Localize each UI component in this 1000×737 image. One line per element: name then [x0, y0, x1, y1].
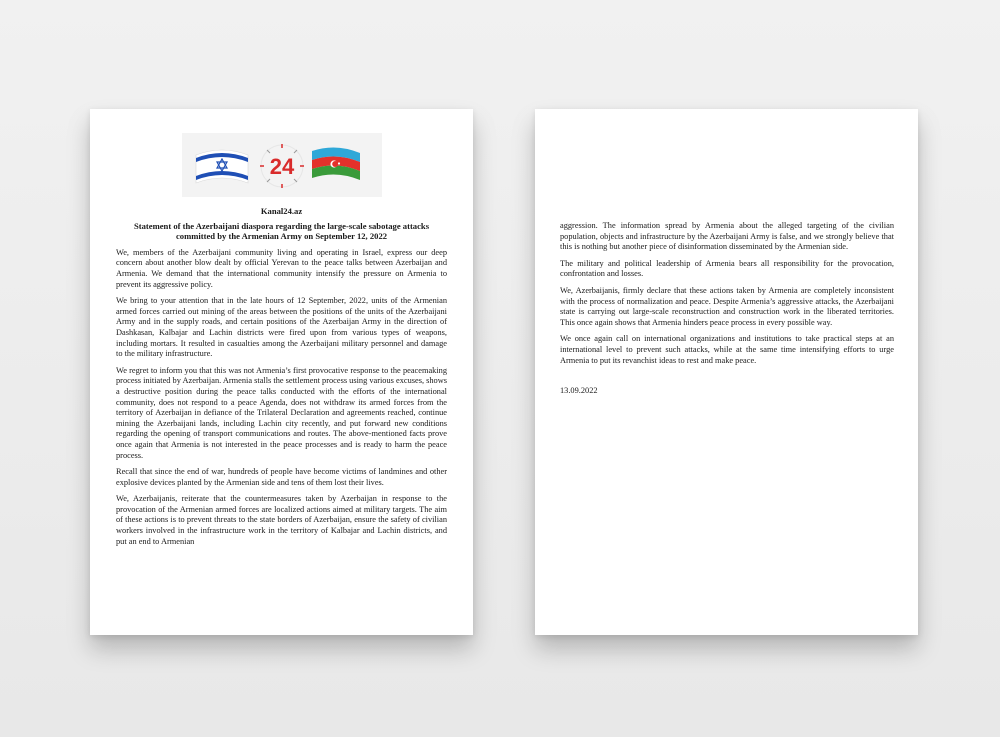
logo-graphic	[182, 133, 382, 197]
site-name: Kanal24.az	[260, 206, 303, 216]
paragraph: aggression. The information spread by Armenia about the alleged targeting of the civilian population, objects and infrastructure by the Azerbaijani Army is false, and we strongly believe that this is nothing but another piece of disinformation disseminated by the Armenian side.	[560, 221, 894, 252]
kanal24-logo	[182, 133, 382, 197]
paragraph: We bring to your attention that in the late hours of 12 September, 2022, units of the Armenian armed forces carried out mining of the areas between the positions of the units of the Azerbaijani Army and in the supply roads, and certain positions of the Azerbaijan Army in the direction of Dashkasan, Kalbajar and Lachin districts were fired upon from various types of weapons, including mortars. It resulted in casualties among the Azerbaijani military personnel and damage to the military infrastructure.	[116, 296, 447, 359]
israel-flag-icon	[196, 150, 248, 183]
document-date: 13.09.2022	[560, 386, 598, 396]
paragraph: The military and political leadership of Armenia bears all responsibility for the provocation, confrontation and losses.	[560, 258, 894, 279]
paragraph: Recall that since the end of war, hundreds of people have become victims of landmines and other explosive devices planted by the Armenian side and tens of them lost their lives.	[116, 467, 447, 487]
azerbaijan-flag-icon	[312, 147, 360, 180]
paragraph: We, Azerbaijanis, reiterate that the countermeasures taken by Azerbaijan in response to the provocation of the Armenian armed forces are localized actions aimed at military targets. The aim of these actions is to prevent threats to the state borders of Azerbaijan, ensure the safety of civilian workers involved in the infrastructure work in the territory of Kalbajar and Lachin districts, and put an end to Armenian	[116, 494, 447, 546]
paragraph: We, Azerbaijanis, firmly declare that these actions taken by Armenia are completely inconsistent with the process of normalization and peace. Despite Armenia’s aggressive attacks, the Azerbaijani state is carrying out large-scale reconstruction and construction work in the liberated territories. This once again shows that Armenia hinders peace process in every possible way.	[560, 285, 894, 327]
paragraph: We regret to inform you that this was not Armenia’s first provocative response to the peacemaking process initiated by Azerbaijan. Armenia stalls the settlement process using various excuses, shows a destructive position during the peace talks conducted with the efforts of the international community, does not respond to a peace Agenda, does not withdraw its armed forces from the territory of Azerbaijan in defiance of the Trilateral Declaration and agreements reached, continue mining the Azerbaijani lands, including Lachin city recently, and put forward new conditions regarding the opening of transport communications and routes. The above-mentioned facts prove once again that Armenia is not interested in the peace processes and is ready to harm the peace process.	[116, 365, 447, 460]
document-title: Statement of the Azerbaijani diaspora regarding the large-scale sabotage attacks committed by the Armenian Army on September 12, 2022	[133, 221, 430, 242]
paragraph: We, members of the Azerbaijani community living and operating in Israel, express our deep concern about another blow dealt by official Yerevan to the peace talks between Azerbaijan and Armenia. We demand that the international community intensify the pressure on Armenia to prevent its aggressive policy.	[116, 247, 447, 289]
document-page-right	[535, 109, 918, 635]
paragraph: We once again call on international organizations and institutions to take practical steps at an international level to prevent such attacks, while at the same time intensifying efforts to urge Armenia to put its revanchist ideas to rest and make peace.	[560, 334, 894, 365]
document-page-left	[90, 109, 473, 635]
logo-number: 24	[269, 154, 294, 179]
